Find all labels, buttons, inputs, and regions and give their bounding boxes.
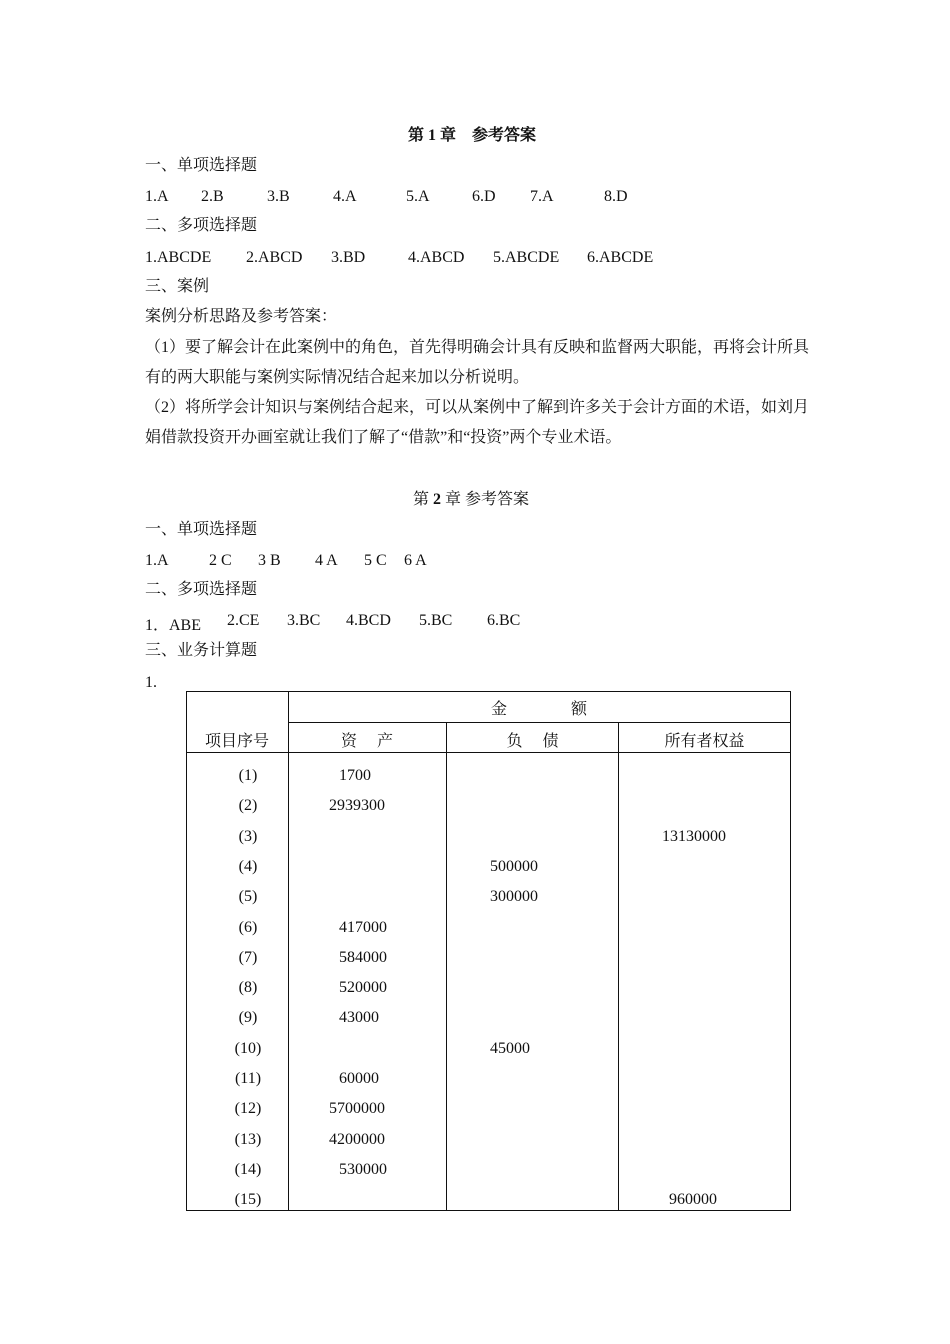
header-divider — [288, 722, 791, 723]
column-header-item: 项目序号 — [204, 733, 269, 750]
chapter2-title — [413, 490, 529, 510]
row-item-number: (6) — [238, 919, 258, 936]
row-item-number: (10) — [234, 1040, 262, 1057]
row-item-number: (7) — [238, 949, 258, 966]
chapter2-title-prefix: 第 — [413, 491, 434, 508]
answer: 3.BD — [331, 249, 366, 266]
chapter2-title-number: 2 — [433, 491, 442, 508]
header-bottom-line — [186, 752, 791, 753]
chapter2-title-suffix: 章 参考答案 — [441, 491, 530, 508]
ch1-case-paragraph-2: （2）将所学会计知识与案例结合起来，可以从案例中了解到许多关于会计方面的术语，如刘月娟借款投资开办画室就让我们了解了“借款”和“投资”两个专业术语。 — [145, 399, 810, 446]
row-item-number: (12) — [234, 1100, 262, 1117]
answer: 1.A — [145, 552, 169, 569]
column-divider — [446, 722, 447, 1211]
cell-asset: 584000 — [339, 949, 387, 966]
cell-liability: 45000 — [490, 1040, 530, 1057]
answer: 4.BCD — [346, 612, 391, 629]
row-item-number: (14) — [234, 1161, 262, 1178]
column-header-liability: 负 债 — [506, 733, 559, 750]
answer: 1．ABE — [145, 617, 202, 634]
answer: 6.ABCDE — [587, 249, 654, 266]
answer: 7.A — [530, 188, 554, 205]
row-item-number: (5) — [238, 888, 258, 905]
cell-asset: 520000 — [339, 979, 387, 996]
cell-asset: 530000 — [339, 1161, 387, 1178]
table-border-top — [186, 691, 791, 692]
answer: 1.ABCDE — [145, 249, 212, 266]
table-border-right — [790, 691, 791, 1211]
row-item-number: (11) — [234, 1070, 262, 1087]
row-item-number: (3) — [238, 828, 258, 845]
row-item-number: (15) — [234, 1191, 262, 1208]
answer: 3.B — [267, 188, 290, 205]
answer: 5.BC — [419, 612, 453, 629]
ch2-multi-choice-heading: 二、多项选择题 — [145, 581, 258, 598]
row-item-number: (9) — [238, 1009, 258, 1026]
answer: 8.D — [604, 188, 628, 205]
answer: 4 A — [315, 552, 338, 569]
answer: 5 C — [364, 552, 387, 569]
ch1-case-paragraph-1: （1）要了解会计在此案例中的角色，首先得明确会计具有反映和监督两大职能，再将会计所具有的两大职能与案例实际情况结合起来加以分析说明。 — [145, 339, 810, 386]
cell-equity: 960000 — [669, 1191, 717, 1208]
column-header-asset: 资 产 — [340, 733, 393, 750]
row-item-number: (4) — [238, 858, 258, 875]
amount-header: 金 额 — [490, 701, 587, 718]
row-item-number: (1) — [238, 767, 258, 784]
amount-table — [186, 691, 791, 1211]
cell-liability: 500000 — [490, 858, 538, 875]
answer: 3.BC — [287, 612, 321, 629]
ch2-calc-heading: 三、业务计算题 — [145, 642, 258, 659]
answer: 4.ABCD — [408, 249, 465, 266]
answer: 2.B — [201, 188, 224, 205]
answer: 2 C — [209, 552, 232, 569]
ch1-case-heading: 三、案例 — [145, 278, 210, 295]
ch1-single-choice-heading: 一、单项选择题 — [145, 157, 258, 174]
cell-asset: 43000 — [339, 1009, 379, 1026]
row-item-number: (8) — [238, 979, 258, 996]
answer: 4.A — [333, 188, 357, 205]
answer: 6.BC — [487, 612, 521, 629]
chapter1-title: 第 1 章 参考答案 — [408, 127, 537, 144]
table-border-bottom — [186, 1210, 791, 1211]
cell-asset: 60000 — [339, 1070, 379, 1087]
answer: 2.CE — [227, 612, 260, 629]
answer: 5.ABCDE — [493, 249, 560, 266]
question-number: 1. — [145, 674, 157, 691]
answer: 5.A — [406, 188, 430, 205]
column-header-equity: 所有者权益 — [664, 733, 745, 750]
answer: 6 A — [404, 552, 427, 569]
ch2-single-choice-heading: 一、单项选择题 — [145, 521, 258, 538]
row-item-number: (2) — [238, 797, 258, 814]
column-divider — [618, 722, 619, 1211]
cell-asset: 4200000 — [329, 1131, 385, 1148]
cell-asset: 417000 — [339, 919, 387, 936]
answer: 1.A — [145, 188, 169, 205]
row-item-number: (13) — [234, 1131, 262, 1148]
answer: 3 B — [258, 552, 281, 569]
cell-asset: 2939300 — [329, 797, 385, 814]
cell-liability: 300000 — [490, 888, 538, 905]
answer: 2.ABCD — [246, 249, 303, 266]
cell-asset: 5700000 — [329, 1100, 385, 1117]
cell-equity: 13130000 — [662, 828, 726, 845]
cell-asset: 1700 — [339, 767, 371, 784]
answer: 6.D — [472, 188, 496, 205]
ch1-case-intro: 案例分析思路及参考答案： — [145, 308, 338, 325]
table-border-left — [186, 691, 187, 1211]
ch1-multi-choice-heading: 二、多项选择题 — [145, 217, 258, 234]
